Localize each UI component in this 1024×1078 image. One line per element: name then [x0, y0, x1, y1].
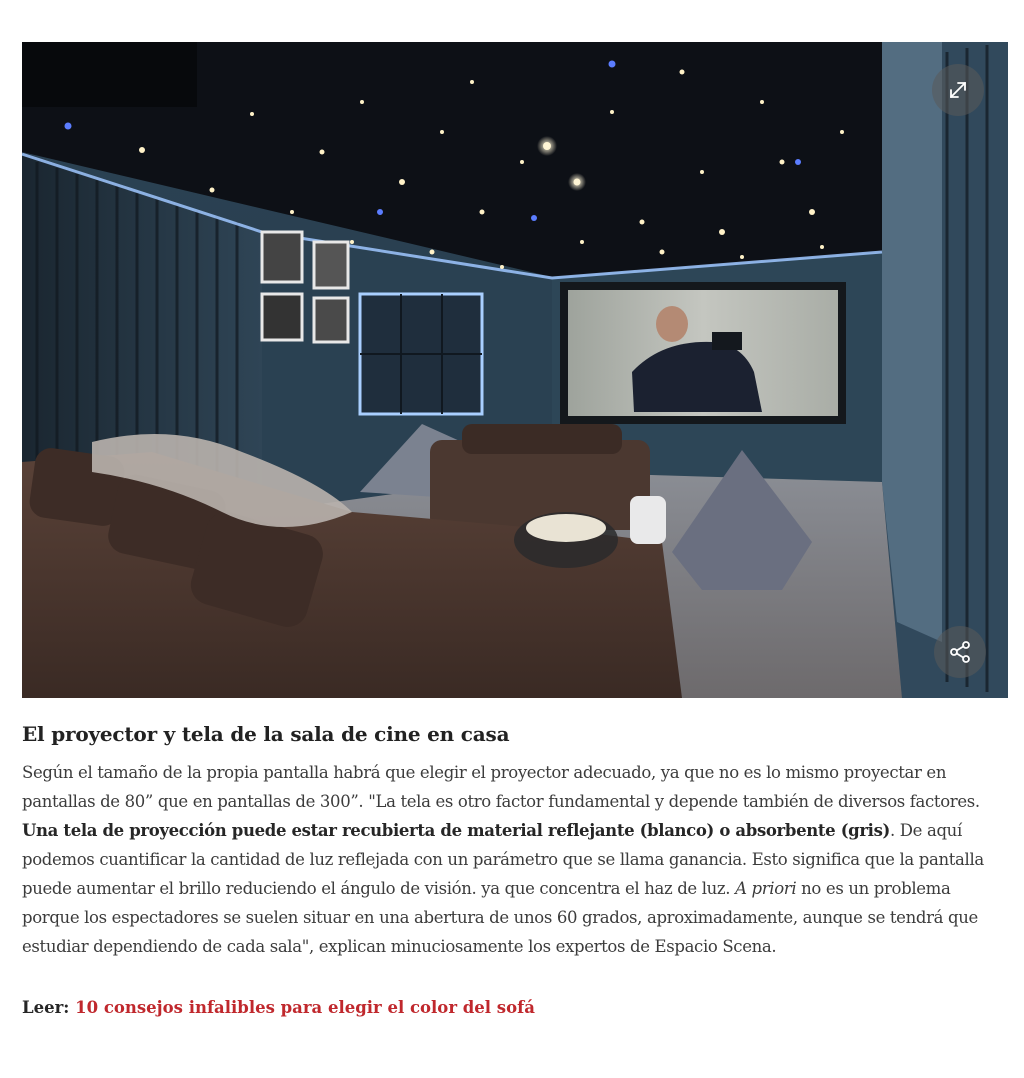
- paragraph-text-3: no es un problema porque los espectadores se suelen situar en una abertura de unos 60 grados, aproximadamente, aunque se tendrá que estudiar dependiendo de cada sala", explican minuciosamente los expertos de Espacio Scena.: [22, 879, 978, 956]
- expand-button[interactable]: [932, 64, 984, 116]
- article-paragraph: [22, 758, 1012, 961]
- home-cinema-photo: [22, 42, 1008, 698]
- home-cinema-illustration: [22, 42, 1008, 698]
- share-button[interactable]: [934, 626, 986, 678]
- paragraph-bold-text: Una tela de proyección puede estar recubierta de material reflejante (blanco) o absorbente (gris): [22, 821, 890, 840]
- paragraph-text-1: Según el tamaño de la propia pantalla habrá que elegir el proyector adecuado, ya que no es lo mismo proyectar en pantallas de 80” que en pantallas de 300”. "La tela es otro factor fundamental y depende también de diversos factores.: [22, 763, 980, 811]
- share-icon: [948, 640, 972, 664]
- read-more: [22, 998, 1002, 1017]
- section-heading: El proyector y tela de la sala de cine en casa: [22, 722, 510, 746]
- paragraph-italic-text: A priori: [735, 879, 797, 898]
- read-more-link[interactable]: 10 consejos infalibles para elegir el color del sofá: [75, 998, 535, 1017]
- paragraph-text-2: . De aquí podemos cuantificar la cantidad de luz reflejada con un parámetro que se llama ganancia. Esto significa que la pantalla puede aumentar el brillo reduciendo el ángulo de visión. ya que concentra el haz de luz.: [22, 821, 984, 898]
- expand-arrows-icon: [947, 79, 969, 101]
- read-more-label: Leer:: [22, 998, 70, 1017]
